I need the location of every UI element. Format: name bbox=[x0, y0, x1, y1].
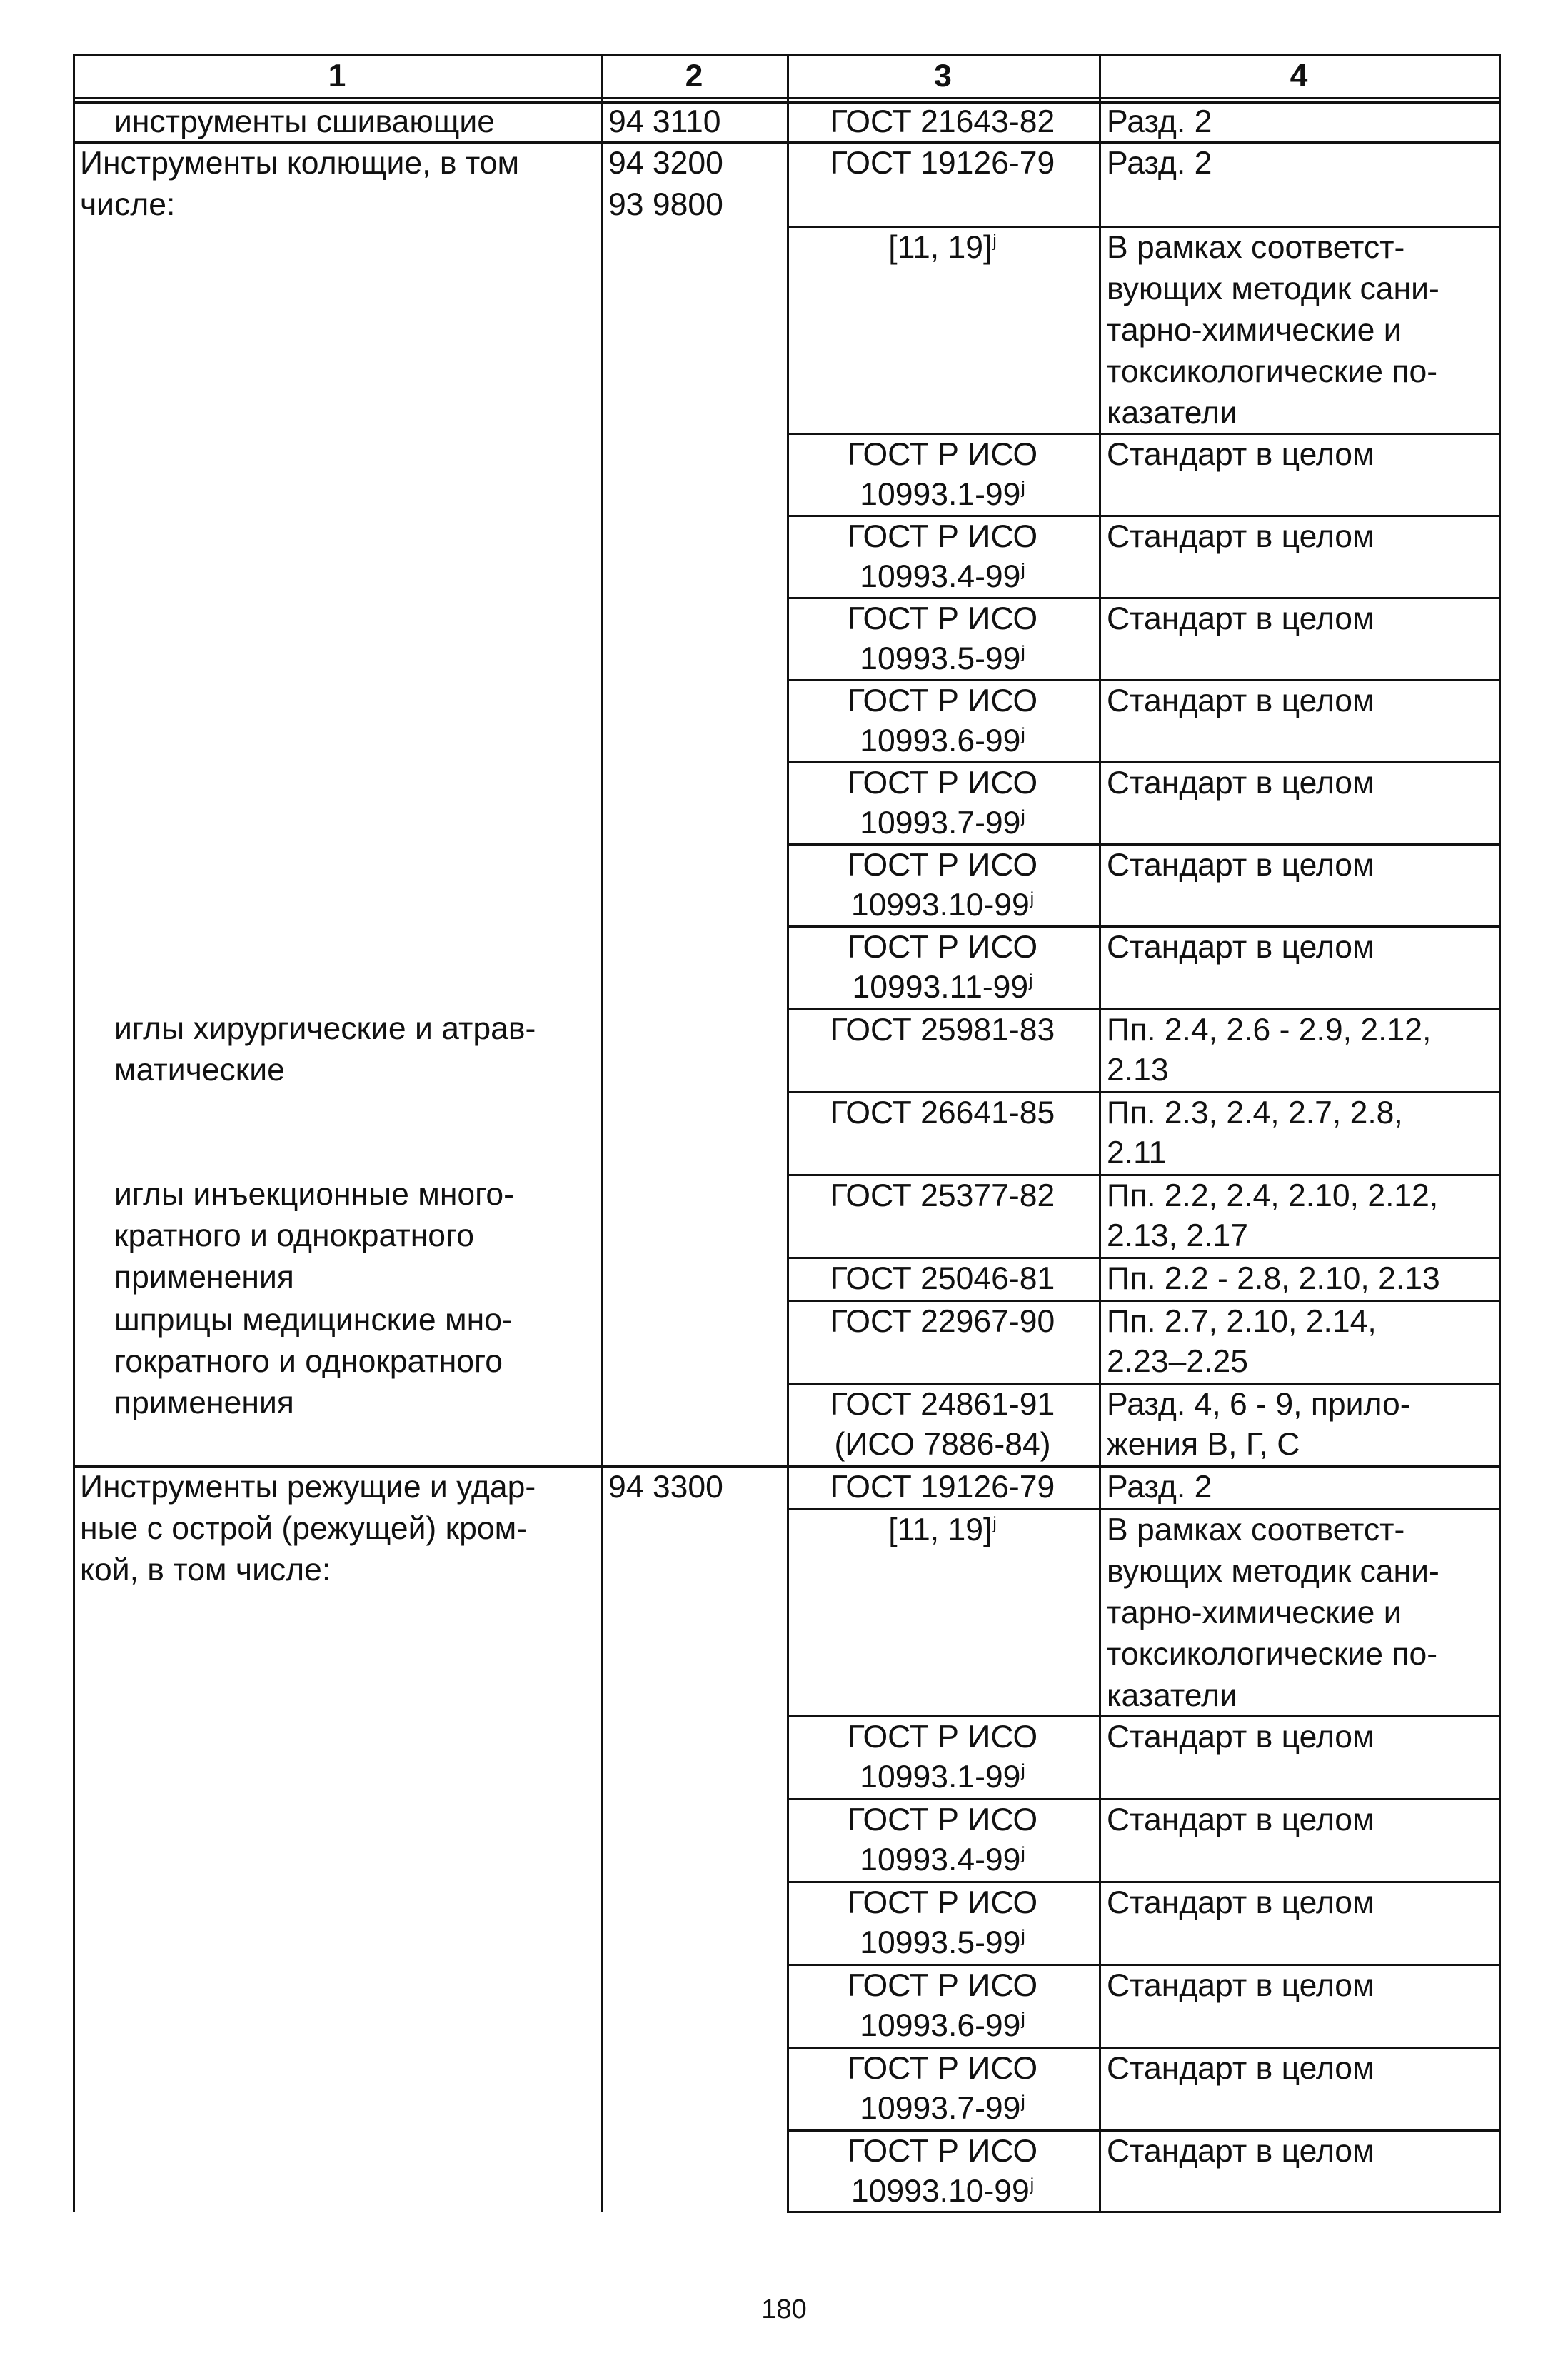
page-number: 180 bbox=[761, 2294, 807, 2324]
syringes-section-1-line-2: 2.23–2.25 bbox=[1107, 1344, 1248, 1379]
footnote-marker: j bbox=[1030, 2175, 1035, 2194]
iso-standard-line-2: 10993.5-99$^j$ bbox=[860, 1925, 1025, 1960]
iso-standard-line-1: ГОСТ Р ИСО bbox=[847, 519, 1038, 554]
iso-standard-line-1: ГОСТ Р ИСО bbox=[847, 1720, 1038, 1755]
needles-surgical-section-2-line-1: Пп. 2.3, 2.4, 2.7, 2.8, bbox=[1107, 1095, 1403, 1130]
syringes-standard-2-line-2: (ИСО 7886-84) bbox=[834, 1427, 1051, 1462]
cutting-ref-line-4: токсикологические по- bbox=[1107, 1637, 1438, 1672]
needles-surgical-line-2: матические bbox=[114, 1053, 285, 1088]
iso-section: Стандарт в целом bbox=[1107, 2134, 1374, 2169]
needles-surgical-section-1-line-2: 2.13 bbox=[1107, 1053, 1169, 1088]
footnote-marker: j bbox=[1021, 1927, 1025, 1946]
footnote-marker: j bbox=[1021, 478, 1025, 498]
iso-standard-line-1: ГОСТ Р ИСО bbox=[847, 683, 1038, 718]
needles-injection-standard-1: ГОСТ 25377-82 bbox=[830, 1178, 1055, 1213]
piercing-ref-line-1: В рамках соответст- bbox=[1107, 230, 1405, 265]
iso-standard-line-2: 10993.6-99$^j$ bbox=[860, 2008, 1025, 2043]
needles-injection-section-1-line-1: Пп. 2.2, 2.4, 2.10, 2.12, bbox=[1107, 1178, 1439, 1213]
stitching-standard: ГОСТ 21643-82 bbox=[830, 104, 1055, 139]
piercing-gost-standard: ГОСТ 19126-79 bbox=[830, 146, 1055, 181]
iso-standard-line-1: ГОСТ Р ИСО bbox=[847, 2051, 1038, 2086]
iso-section: Стандарт в целом bbox=[1107, 683, 1374, 718]
iso-section: Стандарт в целом bbox=[1107, 766, 1374, 801]
needles-injection-line-2: кратного и однократного bbox=[114, 1218, 475, 1253]
cutting-name-line-2: ные с острой (режущей) кром- bbox=[80, 1511, 527, 1546]
header-col-1: 1 bbox=[328, 59, 346, 94]
cutting-gost-section: Разд. 2 bbox=[1107, 1470, 1212, 1505]
iso-standard-line-1: ГОСТ Р ИСО bbox=[847, 2134, 1038, 2169]
piercing-ref-line-5: казатели bbox=[1107, 396, 1237, 431]
cutting-ref-standard: [11, 19]$^j$ bbox=[888, 1512, 997, 1547]
cutting-name-line-1: Инструменты режущие и удар- bbox=[80, 1470, 536, 1505]
iso-standard-line-2: 10993.7-99$^j$ bbox=[860, 2091, 1025, 2126]
cutting-ref-line-5: казатели bbox=[1107, 1678, 1237, 1713]
iso-standard-line-1: ГОСТ Р ИСО bbox=[847, 1885, 1038, 1920]
col-rule-3-4 bbox=[1099, 54, 1101, 2212]
iso-standard-line-1: ГОСТ Р ИСО bbox=[847, 601, 1038, 636]
piercing-ref-line-4: токсикологические по- bbox=[1107, 354, 1438, 389]
standards-table bbox=[73, 54, 1501, 2212]
cutting-gost-standard: ГОСТ 19126-79 bbox=[830, 1470, 1055, 1505]
cutting-name-line-3: кой, в том числе: bbox=[80, 1552, 331, 1587]
iso-standard-line-1: ГОСТ Р ИСО bbox=[847, 930, 1038, 965]
iso-standard-line-2: 10993.6-99$^j$ bbox=[860, 723, 1025, 758]
footnote-marker: j bbox=[992, 1514, 997, 1533]
stitching-name: инструменты сшивающие bbox=[114, 104, 496, 139]
footnote-marker: j bbox=[1021, 1761, 1025, 1780]
iso-section: Стандарт в целом bbox=[1107, 601, 1374, 636]
iso-standard-line-2: 10993.1-99$^j$ bbox=[860, 477, 1025, 512]
cutting-ref-line-1: В рамках соответст- bbox=[1107, 1512, 1405, 1547]
needles-surgical-line-1: иглы хирургические и атрав- bbox=[114, 1011, 536, 1046]
col-rule-left-lower bbox=[73, 1477, 75, 2212]
piercing-code-2: 93 9800 bbox=[608, 187, 723, 222]
piercing-ref-line-3: тарно-химические и bbox=[1107, 313, 1402, 348]
footnote-marker: j bbox=[1021, 2010, 1025, 2029]
iso-standard-line-2: 10993.4-99$^j$ bbox=[860, 1842, 1025, 1877]
footnote-marker: j bbox=[1021, 807, 1025, 826]
syringes-line-1: шприцы медицинские мно- bbox=[114, 1303, 513, 1338]
needles-surgical-section-1-line-1: Пп. 2.4, 2.6 - 2.9, 2.12, bbox=[1107, 1013, 1432, 1048]
syringes-line-3: применения bbox=[114, 1385, 294, 1420]
syringes-section-1-line-1: Пп. 2.7, 2.10, 2.14, bbox=[1107, 1304, 1377, 1339]
needles-injection-line-1: иглы инъекционные много- bbox=[114, 1177, 514, 1212]
iso-standard-line-2: 10993.11-99$^j$ bbox=[852, 970, 1033, 1005]
syringes-standard-1: ГОСТ 22967-90 bbox=[830, 1304, 1055, 1339]
cutting-ref-line-2: вующих методик сани- bbox=[1107, 1554, 1439, 1589]
footnote-marker: j bbox=[1021, 561, 1025, 580]
iso-section: Стандарт в целом bbox=[1107, 848, 1374, 883]
iso-standard-line-2: 10993.10-99$^j$ bbox=[850, 2174, 1035, 2209]
iso-standard-line-2: 10993.4-99$^j$ bbox=[860, 559, 1025, 594]
needles-injection-section-2: Пп. 2.2 - 2.8, 2.10, 2.13 bbox=[1107, 1261, 1440, 1296]
iso-standard-line-2: 10993.7-99$^j$ bbox=[860, 806, 1025, 841]
footnote-marker: j bbox=[1021, 725, 1025, 744]
iso-section: Стандарт в целом bbox=[1107, 1968, 1374, 2003]
footnote-marker: j bbox=[1021, 643, 1025, 662]
iso-standard-line-1: ГОСТ Р ИСО bbox=[847, 848, 1038, 883]
iso-section: Стандарт в целом bbox=[1107, 930, 1374, 965]
needles-injection-line-3: применения bbox=[114, 1260, 294, 1295]
footnote-marker: j bbox=[1021, 1844, 1025, 1863]
footnote-marker: j bbox=[1021, 2092, 1025, 2112]
piercing-ref-line-2: вующих методик сани- bbox=[1107, 271, 1439, 306]
header-col-2: 2 bbox=[685, 59, 703, 94]
footnote-marker: j bbox=[1029, 971, 1033, 990]
piercing-code-1: 94 3200 bbox=[608, 146, 723, 181]
iso-section: Стандарт в целом bbox=[1107, 2051, 1374, 2086]
iso-standard-line-1: ГОСТ Р ИСО bbox=[847, 1802, 1038, 1837]
iso-standard-line-1: ГОСТ Р ИСО bbox=[847, 766, 1038, 801]
iso-section: Стандарт в целом bbox=[1107, 1720, 1374, 1755]
syringes-standard-2-line-1: ГОСТ 24861-91 bbox=[830, 1387, 1055, 1422]
iso-section: Стандарт в целом bbox=[1107, 1802, 1374, 1837]
cutting-code: 94 3300 bbox=[608, 1470, 723, 1505]
stitching-code: 94 3110 bbox=[608, 104, 721, 139]
header-col-4: 4 bbox=[1290, 59, 1308, 94]
iso-standard-line-1: ГОСТ Р ИСО bbox=[847, 437, 1038, 472]
syringes-line-2: гократного и однократного bbox=[114, 1344, 503, 1379]
iso-standard-line-1: ГОСТ Р ИСО bbox=[847, 1968, 1038, 2003]
needles-surgical-section-2-line-2: 2.11 bbox=[1107, 1135, 1167, 1170]
col-rule-1-2 bbox=[601, 54, 603, 2212]
iso-section: Стандарт в целом bbox=[1107, 437, 1374, 472]
piercing-name-line-1: Инструменты колющие, в том bbox=[80, 146, 520, 181]
iso-standard-line-2: 10993.10-99$^j$ bbox=[850, 888, 1035, 923]
iso-section: Стандарт в целом bbox=[1107, 519, 1374, 554]
syringes-section-2-line-2: жения В, Г, С bbox=[1107, 1427, 1300, 1462]
syringes-section-2-line-1: Разд. 4, 6 - 9, прило- bbox=[1107, 1387, 1411, 1422]
needles-injection-section-1-line-2: 2.13, 2.17 bbox=[1107, 1218, 1248, 1253]
piercing-name-line-2: числе: bbox=[80, 187, 176, 222]
cutting-ref-line-3: тарно-химические и bbox=[1107, 1595, 1402, 1630]
col-rule-right bbox=[1499, 54, 1501, 2212]
iso-standard-line-2: 10993.5-99$^j$ bbox=[860, 641, 1025, 676]
footnote-marker: j bbox=[992, 231, 997, 251]
row-rule-header bbox=[73, 97, 1501, 99]
iso-section: Стандарт в целом bbox=[1107, 1885, 1374, 1920]
needles-surgical-standard-1: ГОСТ 25981-83 bbox=[830, 1013, 1055, 1048]
iso-standard-line-2: 10993.1-99$^j$ bbox=[860, 1760, 1025, 1795]
piercing-gost-section: Разд. 2 bbox=[1107, 146, 1212, 181]
stitching-section: Разд. 2 bbox=[1107, 104, 1212, 139]
col-rule-left bbox=[73, 54, 75, 1477]
needles-surgical-standard-2: ГОСТ 26641-85 bbox=[830, 1095, 1055, 1130]
piercing-ref-standard: [11, 19]$^j$ bbox=[888, 230, 997, 265]
header-col-3: 3 bbox=[934, 59, 952, 94]
needles-injection-standard-2: ГОСТ 25046-81 bbox=[830, 1261, 1055, 1296]
footnote-marker: j bbox=[1030, 889, 1035, 908]
